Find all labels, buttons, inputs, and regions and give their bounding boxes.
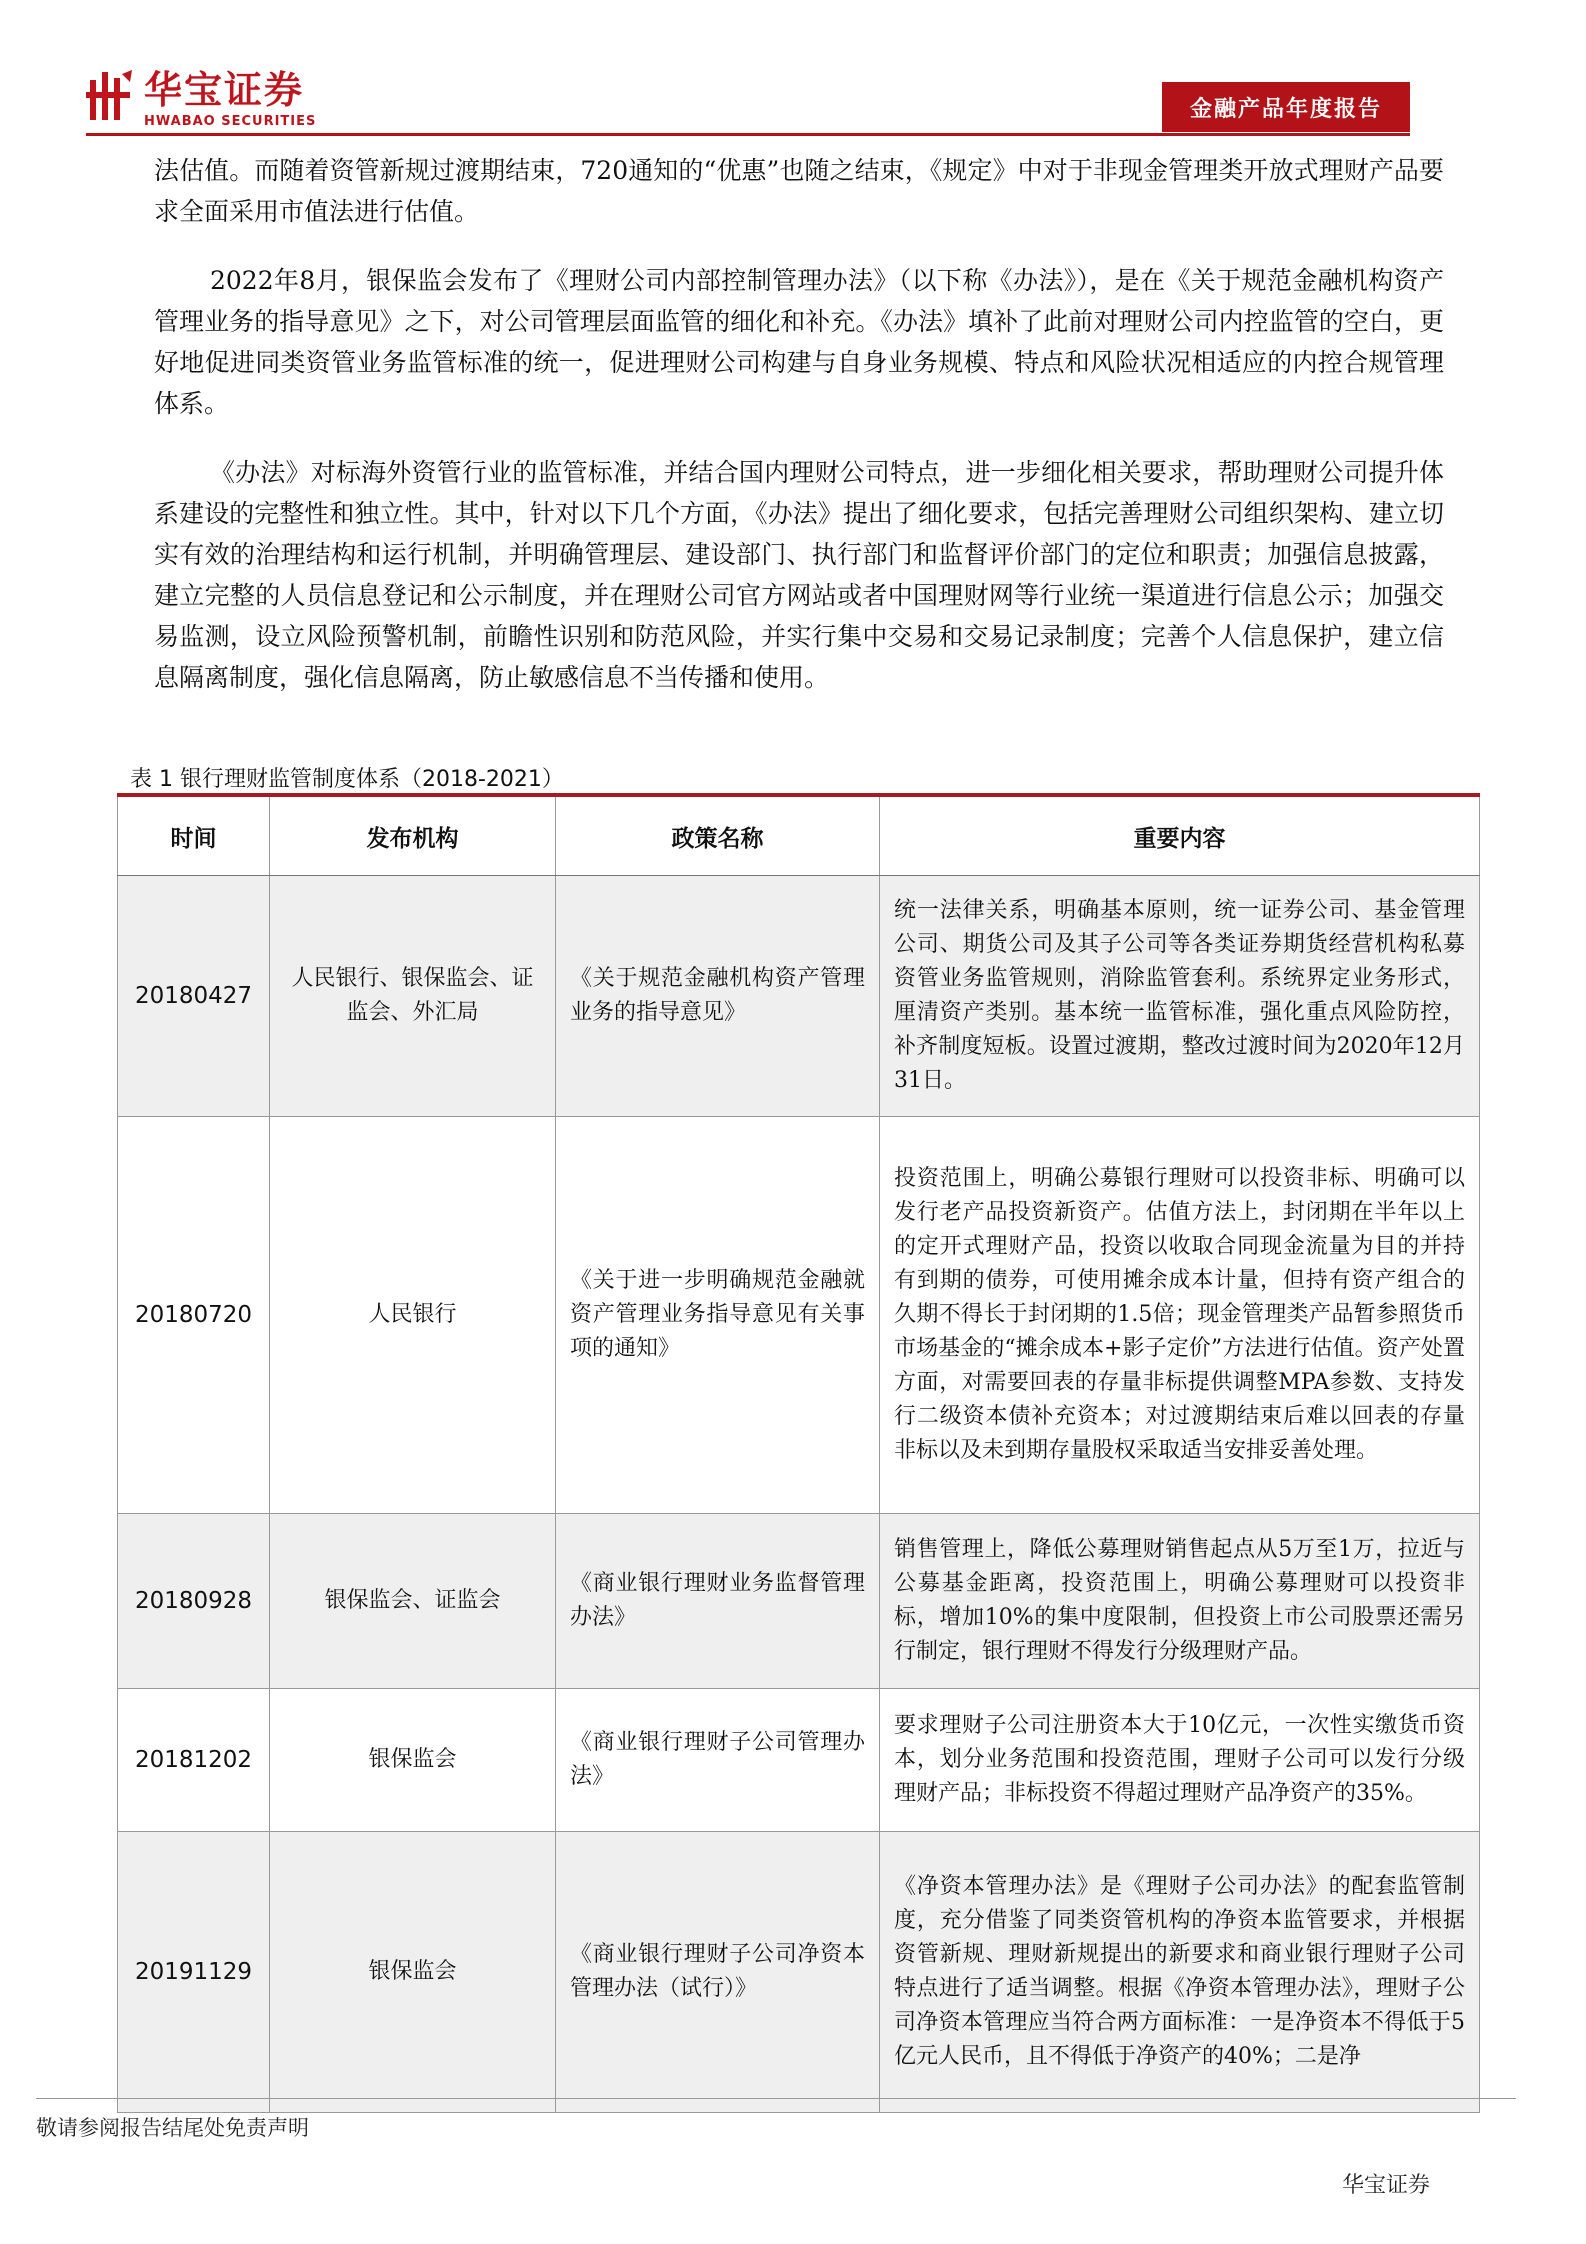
cell-policy: 《商业银行理财子公司净资本管理办法（试行）》 — [556, 1832, 880, 2113]
cell-time: 20181202 — [118, 1689, 270, 1832]
table-row — [118, 876, 1480, 1117]
cell-policy: 《关于规范金融机构资产管理业务的指导意见》 — [556, 876, 880, 1117]
cell-time: 20180720 — [118, 1117, 270, 1514]
table-row — [118, 1689, 1480, 1832]
cell-content: 投资范围上，明确公募银行理财可以投资非标、明确可以发行老产品投资新资产。估值方法上，封闭期在半年以上的定开式理财产品，投资以收取合同现金流量为目的并持有到期的债券，可使用摊余成本计量，但持有资产组合的久期不得长于封闭期的1.5倍；现金管理类产品暂参照货币市场基金的“摊余成本+影子定价”方法进行估值。资产处置方面，对需要回表的存量非标提供调整MPA参数、支持发行二级资本债补充资本；对过渡期结束后难以回表的存量非标以及未到期存量股权采取适当安排妥善处理。 — [880, 1117, 1480, 1514]
table-row — [118, 1832, 1480, 2113]
cell-time: 20180427 — [118, 876, 270, 1117]
cell-policy: 《商业银行理财子公司管理办法》 — [556, 1689, 880, 1832]
footer-disclaimer: 敬请参阅报告结尾处免责声明 — [36, 2116, 309, 2140]
cell-content: 销售管理上，降低公募理财销售起点从5万至1万，拉近与公募基金距离，投资范围上，明确公募理财可以投资非标，增加10%的集中度限制，但投资上市公司股票还需另行制定，银行理财不得发行分级理财产品。 — [880, 1514, 1480, 1689]
column-header-content: 重要内容 — [880, 795, 1480, 876]
footer-company: 华宝证券 — [1342, 2173, 1431, 2198]
cell-org: 人民银行 — [270, 1117, 556, 1514]
report-type-tag: 金融产品年度报告 — [1162, 82, 1410, 132]
table-row — [118, 1514, 1480, 1689]
hwabao-logo-icon — [86, 68, 134, 124]
header-divider — [86, 133, 1410, 136]
company-logo — [86, 68, 316, 129]
logo-chinese-name: 华宝证券 — [144, 68, 305, 112]
column-header-org: 发布机构 — [270, 795, 556, 876]
cell-time: 20191129 — [118, 1832, 270, 2113]
table-header-row — [118, 795, 1480, 876]
footer-divider — [36, 2098, 1516, 2099]
cell-content: 统一法律关系，明确基本原则，统一证券公司、基金管理公司、期货公司及其子公司等各类证券期货经营机构私募资管业务监管规则，消除监管套利。系统界定业务形式，厘清资产类别。基本统一监管标准，强化重点风险防控，补齐制度短板。设置过渡期，整改过渡时间为2020年12月31日。 — [880, 876, 1480, 1117]
paragraph: 法估值。而随着资管新规过渡期结束，720通知的“优惠”也随之结束，《规定》中对于非现金管理类开放式理财产品要求全面采用市值法进行估值。 — [154, 156, 1444, 226]
column-header-policy: 政策名称 — [556, 795, 880, 876]
cell-org: 银保监会 — [270, 1689, 556, 1832]
cell-content: 《净资本管理办法》是《理财子公司办法》的配套监管制度，充分借鉴了同类资管机构的净资本监管要求，并根据资管新规、理财新规提出的新要求和商业银行理财子公司特点进行了适当调整。根据《净资本管理办法》，理财子公司净资本管理应当符合两方面标准：一是净资本不得低于5亿元人民币，且不得低于净资产的40%；二是净 — [880, 1832, 1480, 2113]
cell-policy: 《关于进一步明确规范金融就资产管理业务指导意见有关事项的通知》 — [556, 1117, 880, 1514]
cell-org: 银保监会 — [270, 1832, 556, 2113]
body-text — [154, 150, 1444, 726]
paragraph: 2022年8月，银保监会发布了《理财公司内部控制管理办法》（以下称《办法》），是在《关于规范金融机构资产管理业务的指导意见》之下，对公司管理层面监管的细化和补充。《办法》填补了此前对理财公司内控监管的空白，更好地促进同类资管业务监管标准的统一，促进理财公司构建与自身业务规模、特点和风险状况相适应的内控合规管理体系。 — [154, 266, 1444, 418]
table-caption: 表 1 银行理财监管制度体系（2018-2021） — [130, 767, 564, 792]
logo-english-name: HWABAO SECURITIES — [144, 114, 317, 129]
page-header — [0, 0, 1586, 140]
paragraph: 《办法》对标海外资管行业的监管标准，并结合国内理财公司特点，进一步细化相关要求，帮助理财公司提升体系建设的完整性和独立性。其中，针对以下几个方面，《办法》提出了细化要求，包括完善理财公司组织架构、建立切实有效的治理结构和运行机制，并明确管理层、建设部门、执行部门和监督评价部门的定位和职责；加强信息披露，建立完整的人员信息登记和公示制度，并在理财公司官方网站或者中国理财网等行业统一渠道进行信息公示；加强交易监测，设立风险预警机制，前瞻性识别和防范风险，并实行集中交易和交易记录制度；完善个人信息保护，建立信息隔离制度，强化信息隔离，防止敏感信息不当传播和使用。 — [154, 458, 1444, 692]
regulation-table — [117, 793, 1479, 2113]
column-header-time: 时间 — [118, 795, 270, 876]
cell-org: 银保监会、证监会 — [270, 1514, 556, 1689]
cell-time: 20180928 — [118, 1514, 270, 1689]
table-row — [118, 1117, 1480, 1514]
cell-policy: 《商业银行理财业务监督管理办法》 — [556, 1514, 880, 1689]
cell-content: 要求理财子公司注册资本大于10亿元，一次性实缴货币资本，划分业务范围和投资范围，理财子公司可以发行分级理财产品；非标投资不得超过理财产品净资产的35%。 — [880, 1689, 1480, 1832]
cell-org: 人民银行、银保监会、证监会、外汇局 — [270, 876, 556, 1117]
